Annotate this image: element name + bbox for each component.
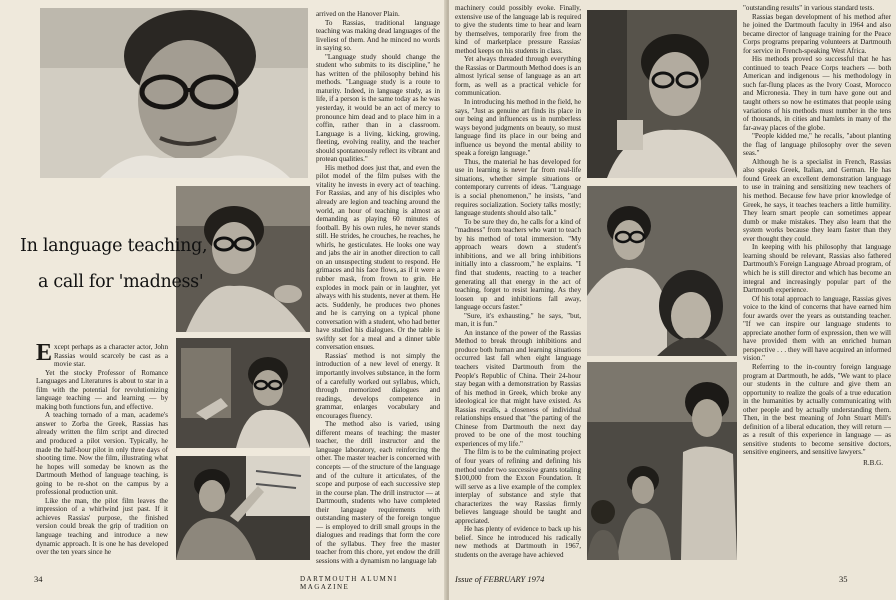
right-column-2 — [743, 4, 891, 566]
right-page — [449, 0, 896, 600]
teaching-photo-2 — [176, 338, 310, 448]
article-paragraph: Of his total approach to language, Rassias gives voice to the kind of concerns that have earned him four awards over the years as outstanding teacher. "If we can inspire our language students to appreciate another form of expression, then we will have provided them with an enriched human perspective . . . they will have acquired an informed vision." — [743, 294, 891, 363]
magazine-title: DARTMOUTH ALUMNI MAGAZINE — [300, 575, 398, 591]
article-paragraph: arrived on the Hanover Plain. — [316, 10, 400, 18]
article-paragraph: "Sure, it's exhausting," he says, "but, man, it is fun." — [455, 311, 581, 329]
article-paragraph: "People kidded me," he recalls, "about planting the flag of language philosophy over the seven seas." — [743, 132, 891, 158]
article-paragraph: To be sure they do, he calls for a kind of "madness" from teachers who want to teach by his method of total immersion. "My approach wears down a student's inhibitions, and we all bring inhibitions initially into a classroom," he explains. "I find that students, reacting to a teacher generating all that energy in the act of teaching, forget to resist learning. As they loosen up and inhibitions fall away, language occurs faster." — [455, 217, 581, 312]
article-paragraph: "Language study should change the student who submits to its discipline," he has written of the philosophy behind his methods. "Language study is a route to maturity. Indeed, in language study, as in life, if a person is the same today as he was yesterday, it would be an act of mercy to pronounce him dead and to place him in a coffin, rather than in a classroom. Language is a living, kicking, growing, fleeting, evolving reality, and the teacher should spontaneously reflect its vibrant and protean qualities." — [316, 52, 440, 164]
article-paragraph: The method also is varied, using different means of teaching: the master teacher, the drill instructor and the language laboratory, each reinforcing the other. The master teacher is concerned with concepts — of the structure of the language and of the culture it articulates, of the scope and purpose of each successive step in the course plan. The drill instructor — at Dartmouth, students who have completed their language requirements with outstanding mastery of the foreign tongue — is employed to drill small groups in the dialogues and readings that form the core of the syllabus. They free the master teacher from this chore, yet endow the drill sessions with a dynamism no language lab — [316, 420, 440, 565]
intro-paragraph-3: A teaching tornado of a man, academe's answer to Zorba the Greek, Rassias has already written the film script and directed and produced a pilot version. Typically, he made the half-hour pilot in only three days of shooting time. Now the film, illustrating what he hopes will someday be known as the Dartmouth Method of language teaching, is going to be re-shot on the campus by a professional production unit. — [36, 411, 168, 497]
left-page — [0, 0, 447, 600]
left-page-number: 34 — [34, 574, 43, 584]
portrait-photo-right-top — [587, 10, 737, 178]
photo-classroom-right — [587, 362, 737, 560]
headline-line-2: a call for 'madness' — [38, 272, 204, 292]
article-paragraph: To Rassias, traditional language teaching was making dead languages of the liveliest of them. And he minced no words in saying so. — [316, 18, 440, 53]
article-paragraph: Rassias began development of his method after he joined the Dartmouth faculty in 1964 and also became director of language training for the Peace Corps programs preparing volunteers at Dartmouth for service in French-speaking West Africa. — [743, 12, 891, 55]
article-paragraph: His methods proved so successful that he has continued to teach Peace Corps teachers — both American and indigenous — his methodology in such far-flung places as the Ivory Coast, Morocco and Micronesia. They in turn have gone out and taught others so now he estimates that people using variations of his methods must number in the tens of thousands, in cities and hamlets in many of the far-away places of the globe. — [743, 55, 891, 132]
right-column-1 — [455, 4, 581, 566]
issue-prefix: Issue of — [455, 574, 484, 584]
teaching-photo-1 — [176, 186, 310, 332]
article-paragraph: Referring to the in-country foreign language program at Dartmouth, he adds, "We want to place our students in the culture and give them an opportunity to realize the goals of a true education in the humanities by actually communicating with other people and by actually understanding them. Then, in the best meaning of John Stuart Mill's definition of a liberal education, they will return — as a result of this experience in language — as sensitive students to become sensitive doctors, sensitive engineers, and sensitive lawyers." — [743, 362, 891, 457]
issue-date — [455, 574, 544, 584]
article-paragraph: Although he is a specialist in French, Rassias also speaks Greek, Italian, and German. He has found Greek an excellent demonstration language to use in training and sensitizing new teachers of his method. Because few have prior knowledge of Greek, he says, it teaches teachers a little humility. They learn smart people can sometimes appear dumb or make mistakes. They also learn that the system works because they learn faster than they ever thought they could. — [743, 157, 891, 243]
intro-paragraph-2: Yet the stocky Professor of Romance Languages and Literatures is about to star in a film with the potential for revolutionizing language teaching — and learning — by making both functions fun, and effective. — [36, 368, 168, 411]
intro-column — [36, 343, 168, 563]
article-paragraph: "outstanding results" in various standard tests. — [743, 4, 875, 12]
article-paragraph: In introducing his method in the field, he says, "Just as genuine art finds its place in our being and influences us in numberless ways beyond judgments on beauty, so must language find its place in our being and influence us beyond the mental ability to speak a foreign language." — [455, 98, 581, 158]
issue-month: FEBRUARY 1974 — [483, 574, 545, 584]
portrait-photo-large — [40, 8, 308, 178]
intro-paragraph-1: Except perhaps as a character actor, John Rassias would scarcely be cast as a movie star. — [36, 343, 168, 369]
article-paragraph: Thus, the material he has developed for use in learning is never far from real-life situations, whether simple situations or contemporary currents of ideas. "Language is a social phenomenon," he insists, "and requires socialization. Society talks mostly; language students should also talk." — [455, 157, 581, 218]
author-signature: R.B.G. — [863, 458, 883, 467]
drop-cap: E — [36, 343, 53, 366]
headline-line-1: In language teaching, — [20, 236, 208, 256]
right-page-number: 35 — [839, 574, 848, 584]
article-paragraph: machinery could possibly evoke. Finally, extensive use of the language lab is required to give the students time to hear and learn by themselves, temporarily free from the kind of marketplace pressure Rassias' method keeps on his students in class. — [455, 4, 581, 55]
article-paragraph: In keeping with his philosophy that language learning should be relevant, Rassias also fathered Dartmouth's Foreign Language Abroad program, of which he is still director and which has become an integral and increasingly popular part of the Dartmouth experience. — [743, 243, 891, 295]
article-paragraph: The film is to be the culminating project of four years of refining and defining his method under two successive grants totaling $100,000 from the Exxon Foundation. It will serve as a live example of the complex interplay of substance and style that characterizes the way Rassias firmly believes language should be taught and appreciated. — [455, 448, 581, 525]
article-paragraph: He has plenty of evidence to back up his belief. Since he introduced his radically new methods at Dartmouth in 1967, students on the average have achieved — [455, 525, 581, 559]
teaching-photo-3 — [176, 456, 310, 560]
left-column-2 — [316, 10, 440, 565]
article-paragraph: His method does just that, and even the pilot model of the film pulses with the vitality he invests in every act of teaching. For Rassias, and any of his disciples who already are legion and teaching around the world, an hour of teaching is almost as demanding as playing 60 minutes of football. By his own rules, he never stands still. He strides, he crouches, he reaches, he whirls, he gesticulates. He looks one way and jabs the air in another direction to call on an unsuspecting student to respond. He grimaces and his face flows, as if it were a rubber mask, from frown to grin. He explodes in mock pain or in laughter, yet always with his students, never at them. He acts. Suddenly, he produces two phones and he is carrying on a typical phone conversation with a student, who had better have studied his dialogues. Or the table is swiftly set for a meal and a dinner table conversation ensues. — [316, 163, 440, 352]
intro-paragraph-4: Like the man, the pilot film leaves the impression of a whirlwind just past. If it achieves Rassias' purpose, the finished version could break the grip of tradition on language teaching and introduce a new dynamic approach. It is one he has developed over the ten years since he — [36, 496, 168, 557]
article-paragraph: Yet always threaded through everything the Rassias or Dartmouth Method does is an almost lyrical sense of language as an art form, as well as a practical vehicle for communication. — [455, 55, 581, 98]
photo-students-right — [587, 186, 737, 356]
article-paragraph: Rassias' method is not simply the introduction of a new level of energy. It importantly involves substance, in the form of a carefully worked out syllabus, which, through memorized dialogues and readings, develops competence in grammar, enlarges vocabulary and encourages fluency. — [316, 351, 440, 420]
article-paragraph: An instance of the power of the Rassias Method to break through inhibitions and produce both human and learning situations occurred last fall when eight language teachers visited Dartmouth from the People's Republic of China. Their 24-hour stay began with a demonstration by Rassias of his method in Greek, which broke any ideological ice that might have existed. As Rassias recalls, a closeness of individual relationships ensued that "the parting of the Chinese from Dartmouth the next day proved to be one of the most touching experiences of my life." — [455, 328, 581, 448]
